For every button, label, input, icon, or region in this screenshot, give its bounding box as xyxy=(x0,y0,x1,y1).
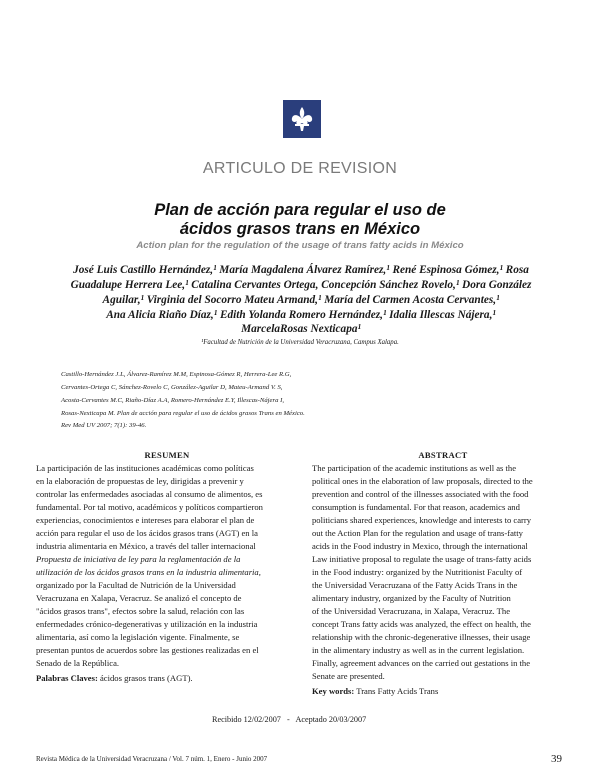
affiliation: ¹Facultad de Nutrición de la Universidad Veracruzana, Campus Xalapa. xyxy=(201,339,399,346)
abstract-keywords-text: Trans Fatty Acids Trans xyxy=(356,686,439,696)
resumen-line: presentan puntos de acuerdos sobre las gestiones realizadas en el xyxy=(36,645,259,655)
citation-line: Rev Med UV 2007; 7(1): 39-46. xyxy=(61,422,147,429)
author-line: Aguilar,¹ Virginia del Socorro Mateu Armand,¹ María del Carmen Acosta Cervantes,¹ xyxy=(102,294,500,306)
article-dates xyxy=(212,715,366,724)
abstract-line: concept Trans fatty acids was analyzed, the effect on health, the xyxy=(312,619,531,629)
abstract-line: of the Universidad Veracruzana, in Xalapa, Veracruz. The xyxy=(312,606,511,616)
abstract-line: The participation of the academic institutions as well as the xyxy=(312,463,517,473)
resumen-line: Veracruzana en Xalapa, Veracruz. Se analizó el concepto de xyxy=(36,593,242,603)
resumen-keywords-text: ácidos grasos trans (AGT). xyxy=(99,673,193,683)
resumen-line: alimentaria, así como la legislación vigente. Finalmente, se xyxy=(36,632,240,642)
abstract-line: the Universidad Veracruzana of the Fatty Acids Trans in the xyxy=(312,580,518,590)
abstract-keywords xyxy=(312,685,438,698)
abstract-line: Law initiative proposal to regulate the usage of trans-fatty acids xyxy=(312,554,532,564)
journal-logo-fleur-de-lis-icon xyxy=(283,100,321,138)
abstract-line: Senate are presented. xyxy=(312,671,385,681)
abstract-line: Finally, agreement advances on the carried out gestations in the xyxy=(312,658,531,668)
article-title-line-2: ácidos grasos trans en México xyxy=(179,220,421,238)
page-number: 39 xyxy=(551,753,562,765)
resumen-line: utilización de los ácidos grasos trans en la industria alimentaria, xyxy=(36,567,261,577)
author-line: José Luis Castillo Hernández,¹ María Magdalena Álvarez Ramírez,¹ René Espinosa Gómez,¹ Rosa xyxy=(73,264,529,276)
abstract-line: political ones in the elaboration of law proposals, directed to the xyxy=(312,476,533,486)
resumen-heading: RESUMEN xyxy=(144,450,190,460)
citation-line: Acosta-Cervantes M.C, Riaño-Díaz A.A, Romero-Hernández E.Y, Illescas-Nájera I, xyxy=(61,397,285,404)
fleur-de-lis-icon xyxy=(283,100,321,138)
author-line: Guadalupe Herrera Lee,¹ Catalina Cervantes Ortega, Concepción Sánchez Rovelo,¹ Dora González xyxy=(70,279,532,291)
abstract-line: in the Food industry: organized by the Nutritionist Faculty of xyxy=(312,567,523,577)
resumen-keywords-label: Palabras Claves: xyxy=(36,673,98,683)
dates-separator: - xyxy=(287,715,290,724)
author-line: MarcelaRosas Nexticapa¹ xyxy=(241,323,361,335)
journal-footer: Revista Médica de la Universidad Veracruzana / Vol. 7 núm. 1, Enero - Junio 2007 xyxy=(36,755,268,763)
abstract-heading: ABSTRACT xyxy=(418,450,468,460)
resumen-line: acción para regular el uso de los ácidos grasos trans (AGT) en la xyxy=(36,528,258,538)
received-date: Recibido 12/02/2007 xyxy=(212,715,281,724)
article-subtitle: Action plan for the regulation of the usage of trans fatty acids in México xyxy=(136,240,464,251)
resumen-line: organizado por la Facultad de Nutrición de la Universidad xyxy=(36,580,236,590)
section-heading: ARTICULO DE REVISION xyxy=(202,160,398,177)
resumen-line: Propuesta de iniciativa de ley para la reglamentación de la xyxy=(36,554,241,564)
resumen-keywords xyxy=(36,672,193,685)
abstract-line: acids in the Food industry in Mexico, through the international xyxy=(312,541,528,551)
abstract-line: out the Action Plan for the regulation and usage of trans-fatty xyxy=(312,528,523,538)
resumen-line: La participación de las instituciones académicas como políticas xyxy=(36,463,254,473)
citation-line: Rosas-Nexticapa M. Plan de acción para regular el uso de ácidos grasos Trans en México. xyxy=(61,410,305,417)
article-title-line-1: Plan de acción para regular el uso de xyxy=(154,201,446,219)
abstract-keywords-label: Key words: xyxy=(312,686,355,696)
abstract-line: prevention and control of the illnesses associated with the food xyxy=(312,489,529,499)
resumen-line: "ácidos grasos trans", efectos sobre la salud, relación con las xyxy=(36,606,245,616)
resumen-line: experiencias, conocimientos e intereses para elaborar el plan de xyxy=(36,515,255,525)
citation-line: Castillo-Hernández J.L, Álvarez-Ramírez M.M, Espinosa-Gómez R, Herrera-Lee R.G, xyxy=(61,371,292,378)
author-line: Ana Alicia Riaño Díaz,¹ Edith Yolanda Romero Hernández,¹ Idalia Illescas Nájera,¹ xyxy=(106,309,496,321)
resumen-line: fundamental. Por tal motivo, académicos y políticos compartieron xyxy=(36,502,263,512)
abstract-line: consumption is fundamental. For that reason, academics and xyxy=(312,502,520,512)
abstract-line: politicians shared experiences, knowledge and interests to carry xyxy=(312,515,532,525)
resumen-line: enfermedades crónico-degenerativas y utilización en la industria xyxy=(36,619,258,629)
abstract-line: alimentary industry, organized by the Faculty of Nutrition xyxy=(312,593,511,603)
citation-line: Cervantes-Ortega C, Sánchez-Rovelo C, González-Aguilar D, Mateu-Armand V. S, xyxy=(61,384,283,391)
resumen-line: controlar las enfermedades asociadas al consumo de alimentos, es xyxy=(36,489,263,499)
resumen-line: Senado de la República. xyxy=(36,658,120,668)
resumen-line: en la elaboración de propuestas de ley, dirigidas a prevenir y xyxy=(36,476,244,486)
abstract-line: relationship with the chronic-degenerative illnesses, their usage xyxy=(312,632,531,642)
abstract-line: in the alimentary industry as well as in the current legislation. xyxy=(312,645,525,655)
accepted-date: Aceptado 20/03/2007 xyxy=(295,715,367,724)
resumen-line: industria alimentaria en México, a través del taller internacional xyxy=(36,541,256,551)
